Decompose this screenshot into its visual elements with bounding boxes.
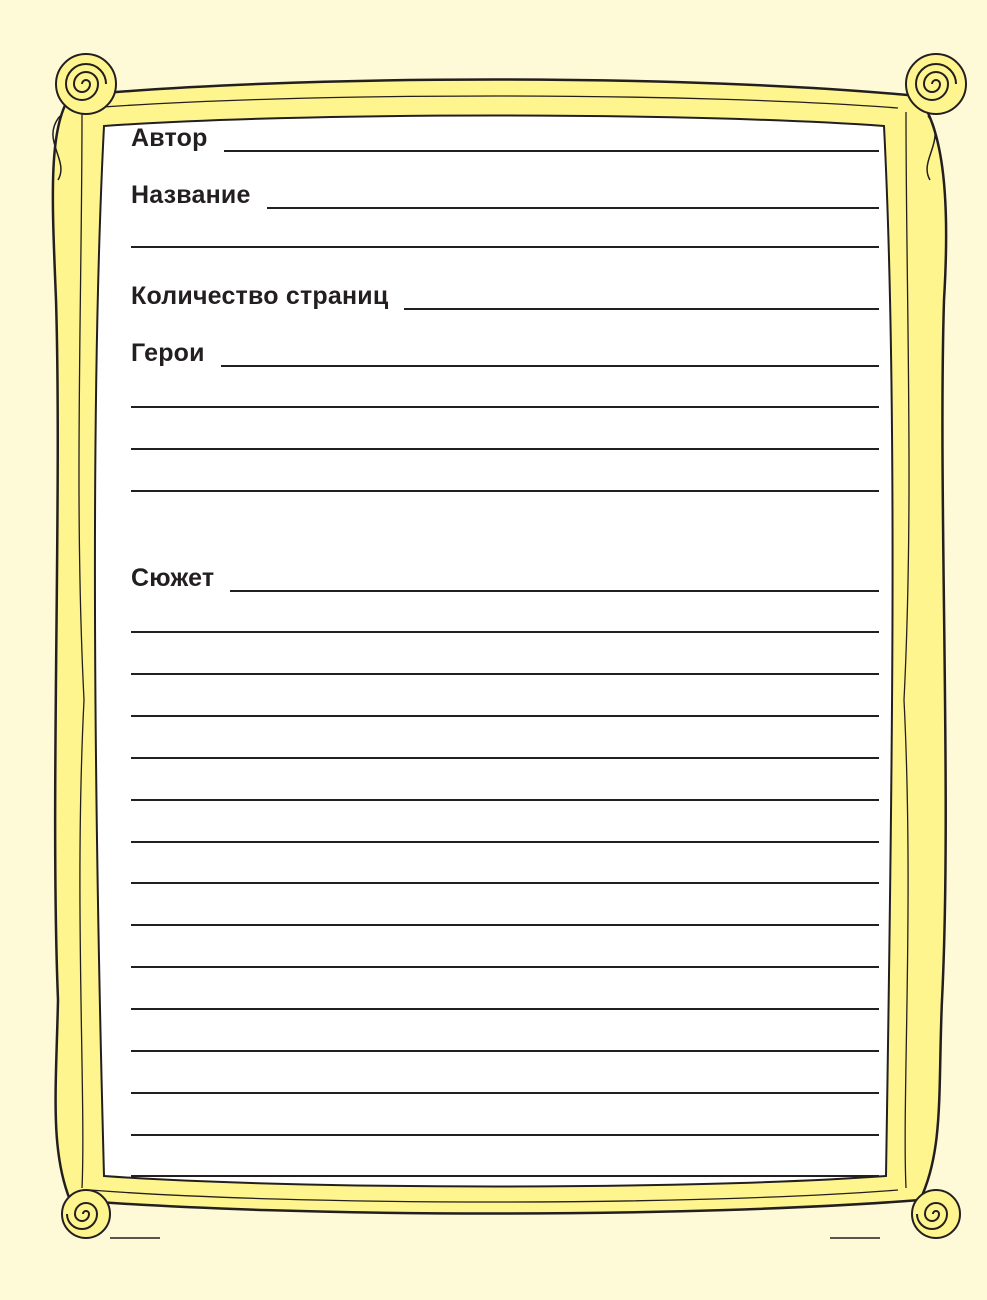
writing-line[interactable] — [131, 799, 879, 801]
characters-label: Герои — [131, 339, 205, 367]
writing-line[interactable] — [131, 715, 879, 717]
writing-line[interactable] — [131, 924, 879, 926]
writing-line[interactable] — [131, 1008, 879, 1010]
plot-continuation-row — [131, 1104, 879, 1136]
characters-row — [131, 335, 879, 367]
writing-line[interactable] — [131, 882, 879, 884]
plot-continuation-row — [131, 601, 879, 633]
plot-continuation-row — [131, 894, 879, 926]
plot-continuation-row — [131, 811, 879, 843]
plot-continuation-row — [131, 936, 879, 968]
characters-continuation-row — [131, 376, 879, 408]
writing-line[interactable] — [131, 1092, 879, 1094]
characters-continuation-row — [131, 460, 879, 492]
author-label: Автор — [131, 124, 208, 152]
writing-line[interactable] — [131, 246, 879, 248]
plot-row — [131, 560, 879, 592]
characters-continuation-row — [131, 418, 879, 450]
plot-continuation-row — [131, 643, 879, 675]
spiral-corner-bottom-right-icon — [912, 1190, 960, 1238]
plot-continuation-row — [131, 1145, 879, 1177]
plot-line[interactable] — [230, 590, 879, 592]
plot-continuation-row — [131, 978, 879, 1010]
writing-line[interactable] — [131, 757, 879, 759]
writing-line[interactable] — [131, 631, 879, 633]
spiral-corner-top-left-icon — [56, 54, 116, 114]
writing-line[interactable] — [131, 448, 879, 450]
characters-line[interactable] — [221, 365, 879, 367]
author-row — [131, 120, 879, 152]
spiral-corner-bottom-left-icon — [62, 1190, 110, 1238]
plot-continuation-row — [131, 727, 879, 759]
writing-line[interactable] — [131, 1050, 879, 1052]
plot-continuation-row — [131, 685, 879, 717]
title-row — [131, 177, 879, 209]
writing-line[interactable] — [131, 1134, 879, 1136]
pages-label: Количество страниц — [131, 282, 389, 310]
pages-row — [131, 278, 879, 310]
writing-line[interactable] — [131, 966, 879, 968]
spiral-corner-top-right-icon — [906, 54, 966, 114]
writing-line[interactable] — [131, 1175, 879, 1177]
writing-line[interactable] — [131, 406, 879, 408]
plot-continuation-row — [131, 1020, 879, 1052]
writing-line[interactable] — [131, 673, 879, 675]
title-line[interactable] — [267, 207, 879, 209]
writing-line[interactable] — [131, 841, 879, 843]
plot-continuation-row — [131, 769, 879, 801]
author-line[interactable] — [224, 150, 879, 152]
title-continuation-row — [131, 216, 879, 248]
plot-label: Сюжет — [131, 564, 215, 592]
writing-line[interactable] — [131, 490, 879, 492]
plot-continuation-row — [131, 852, 879, 884]
title-label: Название — [131, 181, 251, 209]
pages-line[interactable] — [404, 308, 879, 310]
plot-continuation-row — [131, 1062, 879, 1094]
